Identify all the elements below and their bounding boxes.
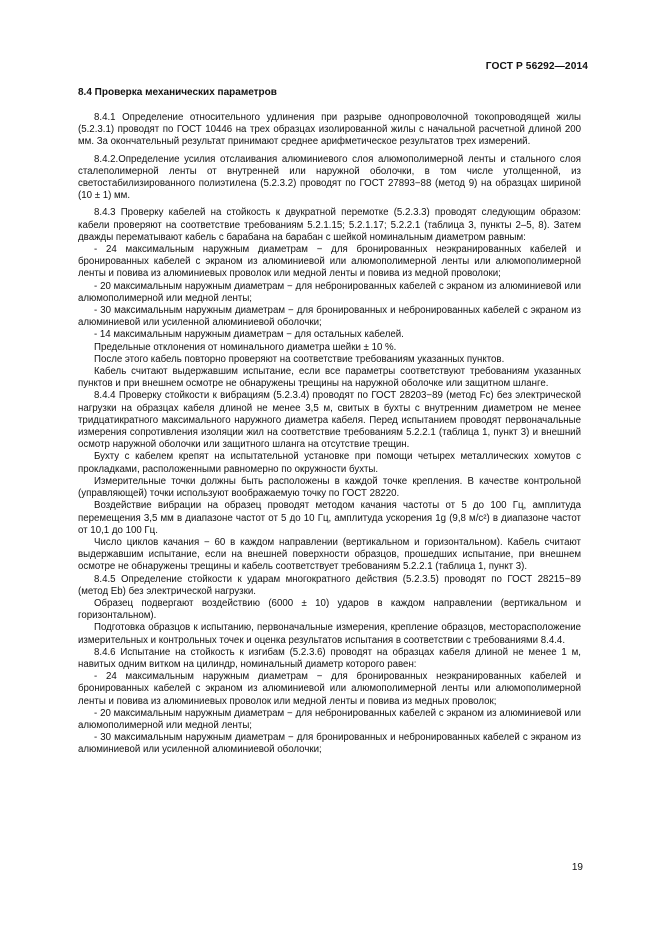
paragraph: Воздействие вибрации на образец проводят методом качания частоты от 5 до 100 Гц, амплитуда перемещения 3,5 мм в диапазоне частот от 5 до 10 Гц, амплитуда ускорения 1g (9,8 м/с²) в диапазоне частот от 10,1 до 100 Гц.: [78, 500, 581, 536]
paragraph: 8.4.3 Проверку кабелей на стойкость к двукратной перемотке (5.2.3.3) проводят следующим образом: кабели проверяют на соответствие требованиям 5.2.1.15; 5.2.1.17; 5.2.2.1 (таблица 3, пункты 2–5, 8). Затем дважды перематывают кабель с барабана на барабан с шейкой номинальным диаметром равным:: [78, 207, 581, 243]
section-title: 8.4 Проверка механических параметров: [78, 87, 277, 98]
paragraph: 8.4.4 Проверку стойкости к вибрациям (5.2.3.4) проводят по ГОСТ 28203−89 (метод Fc) без электрической нагрузки на образцах кабеля длиной не менее 3,5 м, свитых в бухты с внутренним диаметром не менее тридцатикратного максимального наружного диаметра кабеля. Перед испытанием проводят первоначальные измерения сопротивления изоляции жил на соответствие требованиям 5.2.2.1 (таблица 1, пункт 3) и внешний осмотр наружной оболочки или защитного шланга на отсутствие трещин.: [78, 390, 581, 451]
paragraph: Кабель считают выдержавшим испытание, если все параметры соответствуют требованиям указанных пунктов и при внешнем осмотре не обнаружены трещины на наружной оболочке или защитном шланге.: [78, 366, 581, 390]
paragraph: 8.4.2.Определение усилия отслаивания алюминиевого слоя алюмополимерной ленты и стального слоя сталеполимерной ленты от внутренней или наружной оболочки, в том числе утолщенной, из светостабилизированного полиэтилена (5.2.3.2) проводят по ГОСТ 27893−88 (метод 9) на образцах шириной (10 ± 1) мм.: [78, 153, 581, 202]
page-number: 19: [571, 862, 583, 873]
document-body: [78, 112, 581, 757]
paragraph: Предельные отклонения от номинального диаметра шейки ± 10 %.: [94, 341, 397, 353]
list-item: - 30 максимальным наружным диаметрам − для бронированных и небронированных кабелей с экраном из алюминиевой или усиленной алюминиевой оболочки;: [78, 305, 581, 329]
list-item: - 20 максимальным наружным диаметрам − для небронированных кабелей с экраном из алюминиевой или алюмополимерной или медной ленты;: [78, 280, 581, 304]
document-header: ГОСТ Р 56292—2014: [485, 61, 588, 72]
paragraph: 8.4.5 Определение стойкости к ударам многократного действия (5.2.3.5) проводят по ГОСТ 28215−89 (метод Eb) без электрической нагрузки.: [78, 573, 581, 597]
paragraph: Образец подвергают воздействию (6000 ± 10) ударов в каждом направлении (вертикальном и горизонтальном).: [78, 597, 581, 622]
list-item: - 14 максимальным наружным диаметрам − для остальных кабелей.: [94, 329, 404, 341]
paragraph: Бухту с кабелем крепят на испытательной установке при помощи четырех металлических хомутов с прокладками, расположенными равномерно по окружности бухты.: [78, 451, 581, 475]
paragraph: 8.4.6 Испытание на стойкость к изгибам (5.2.3.6) проводят на образцах кабеля длиной не менее 1 м, навитых одним витком на цилиндр, номинальный диаметр которого равен:: [78, 646, 581, 670]
paragraph: 8.4.1 Определение относительного удлинения при разрыве однопроволочной токопроводящей жилы (5.2.3.1) проводят по ГОСТ 10446 на трех образцах изолированной жилы с начальной расчетной длиной 200 мм. За окончательный результат принимают среднее арифметическое результатов трех измерений.: [78, 112, 581, 148]
list-item: - 30 максимальным наружным диаметрам − для бронированных и небронированных кабелей с экраном из алюминиевой или усиленной алюминиевой оболочки;: [78, 732, 581, 756]
paragraph: Подготовка образцов к испытанию, первоначальные измерения, крепление образцов, месторасположение измерительных и контрольных точек и оценка результатов испытания в соответствии с требованиями 8.4.4.: [78, 622, 581, 646]
list-item: - 24 максимальным наружным диаметрам − для бронированных неэкранированных кабелей и бронированных кабелей с экраном из алюминиевой или алюмополимерной ленты или алюмополимерной ленты и повива из алюминиевых проволок или медной ленты и повива из медной проволоки;: [78, 244, 581, 280]
list-item: - 20 максимальным наружным диаметрам − для небронированных кабелей с экраном из алюминиевой или алюмополимерной или медной ленты;: [78, 707, 581, 731]
paragraph: После этого кабель повторно проверяют на соответствие требованиям указанных пунктов.: [94, 353, 505, 365]
paragraph: Измерительные точки должны быть расположены в каждой точке крепления. В качестве контрольной (управляющей) точки используют воображаемую точку по ГОСТ 28220.: [78, 475, 581, 500]
list-item: - 24 максимальным наружным диаметрам − для бронированных неэкранированных кабелей и бронированных кабелей с экраном из алюминиевой или алюмополимерной ленты или алюмополимерной ленты и повива из алюминиевых проволок или медной ленты и повива из медных проволок;: [78, 671, 581, 707]
paragraph: Число циклов качания − 60 в каждом направлении (вертикальном и горизонтальном). Кабель считают выдержавшим испытание, если на внешней поверхности образцов, прошедших испытание, при внешнем осмотре не обнаружены трещины и кабель соответствует требованиям 5.2.2.1 (таблица 1, пункт 3).: [78, 536, 581, 573]
